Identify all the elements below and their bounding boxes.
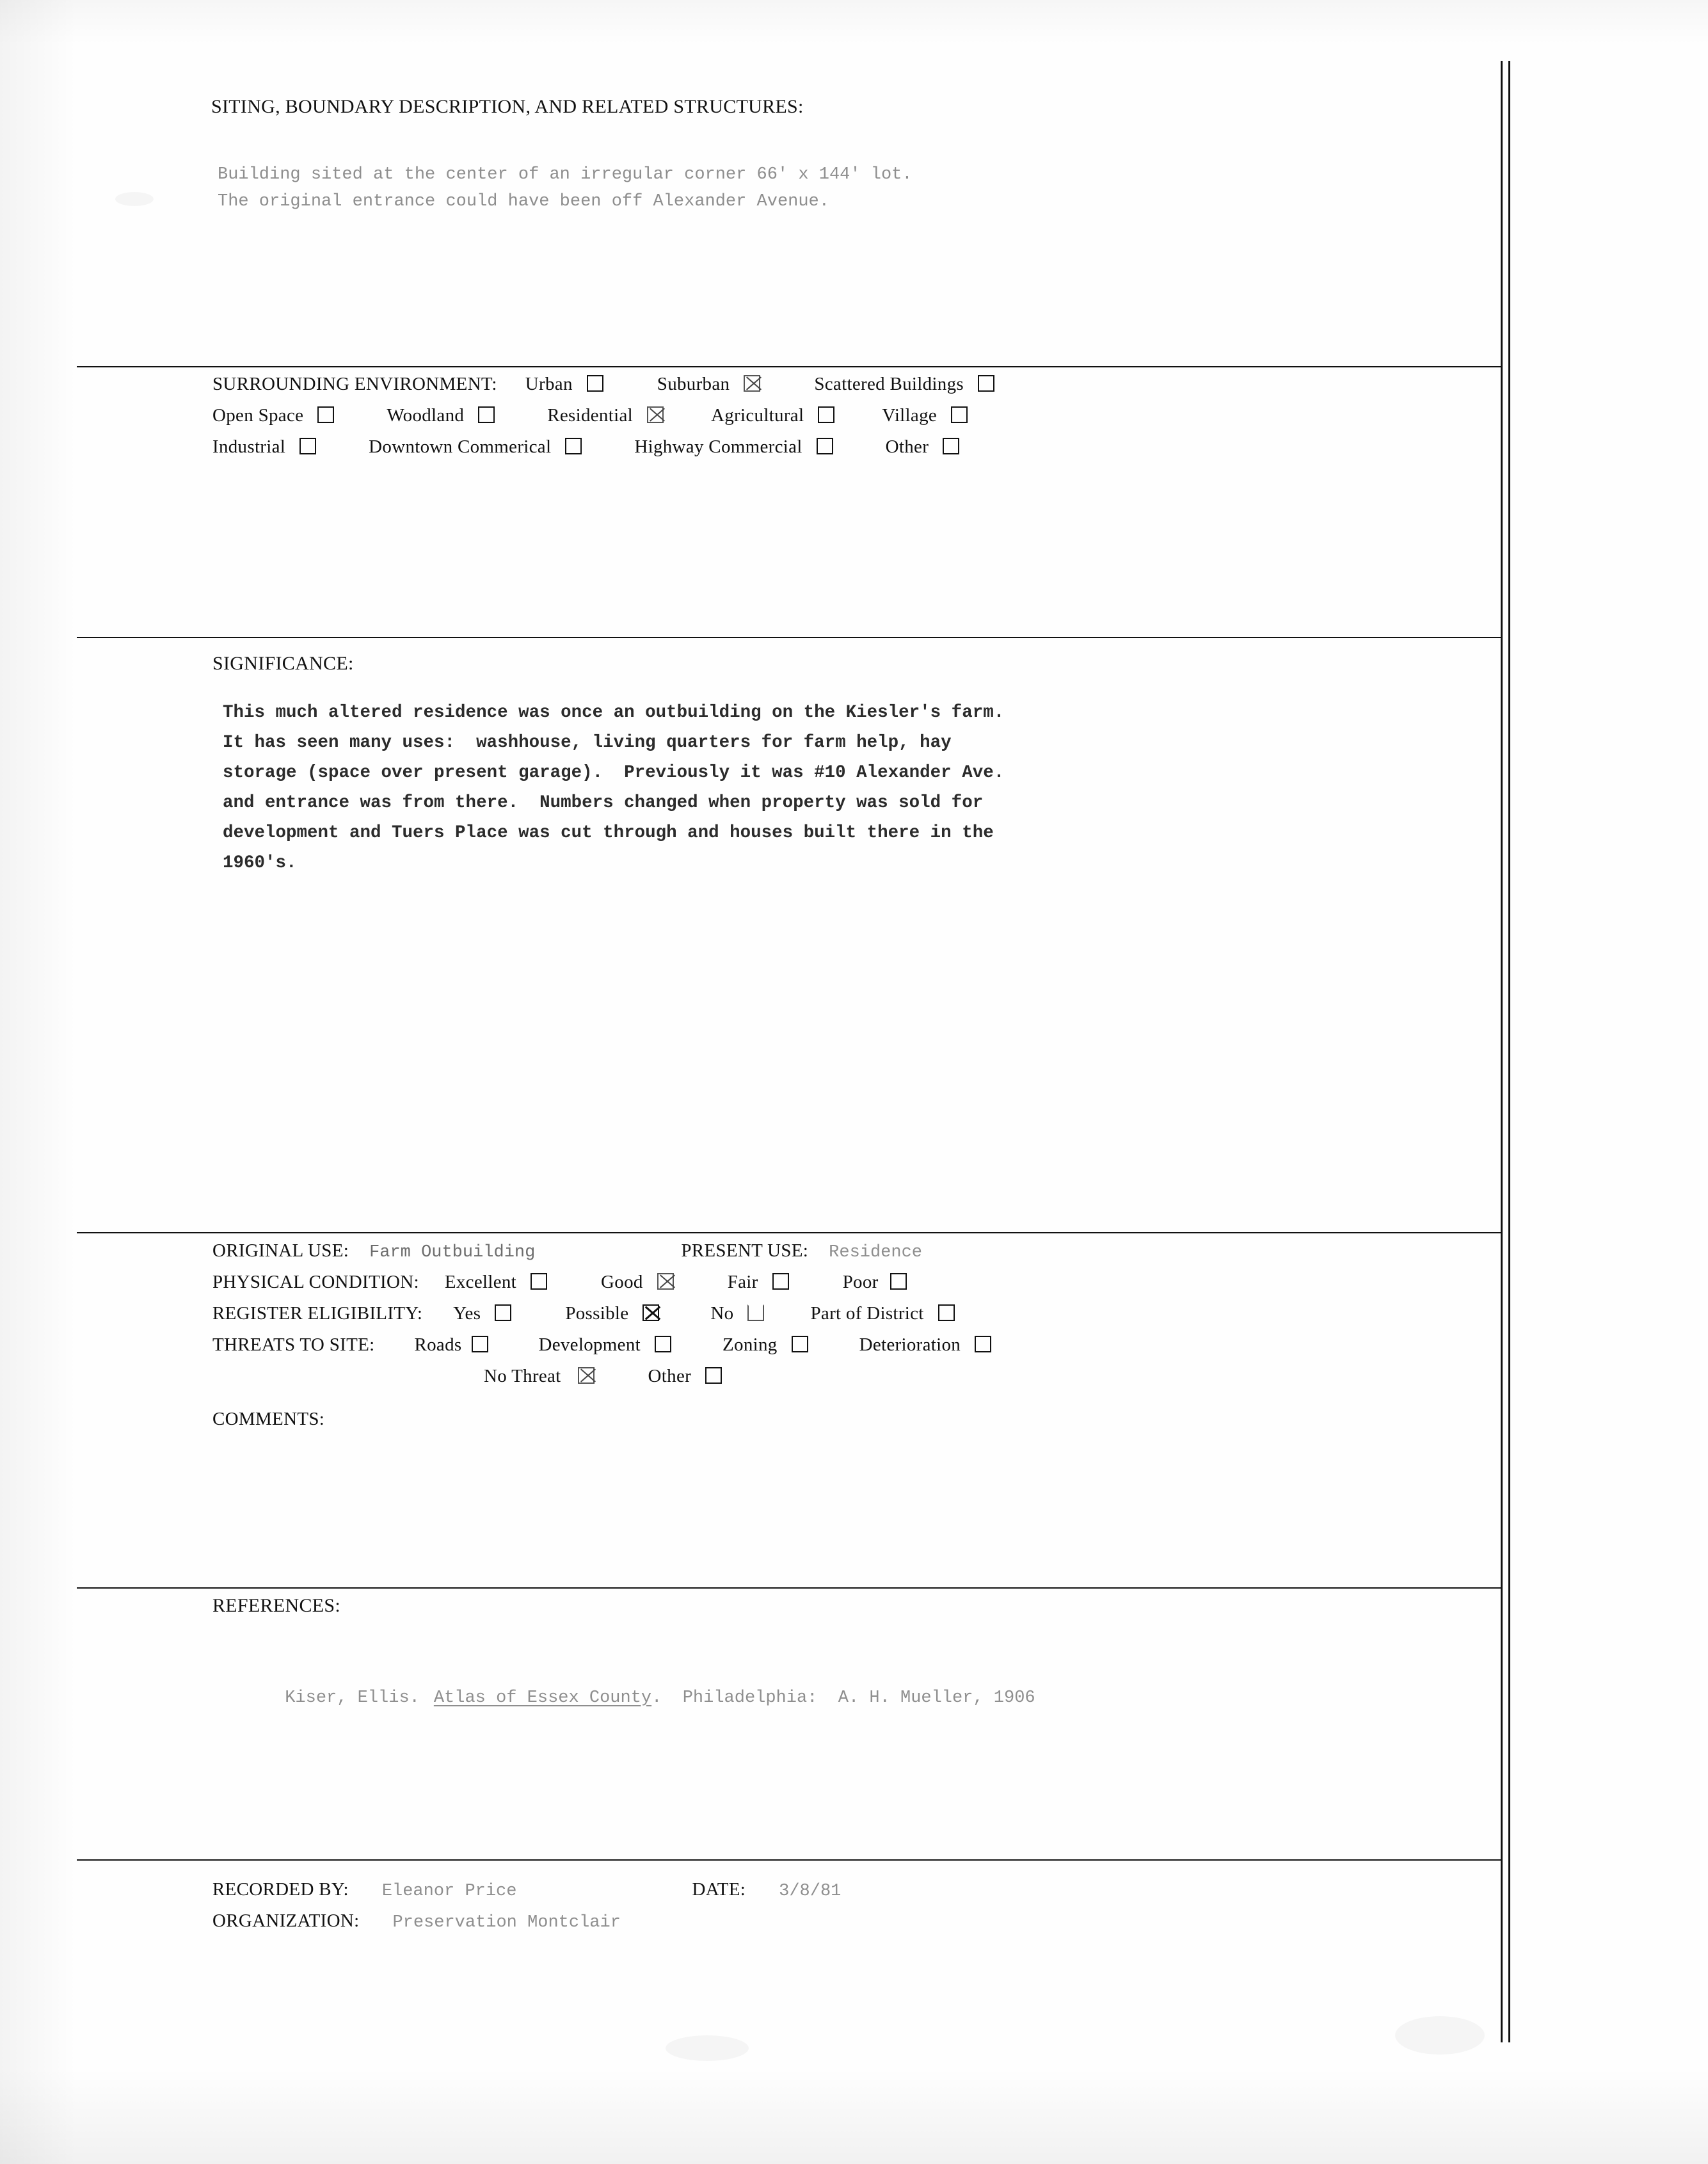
original-use-value: Farm Outbuilding [369, 1243, 536, 1262]
checkbox-development[interactable] [655, 1336, 671, 1352]
present-use-label: PRESENT USE: [681, 1240, 809, 1261]
scan-edge-top [0, 0, 1708, 45]
references-heading [212, 1595, 340, 1617]
scan-edge-left [0, 0, 77, 2164]
option-scattered-buildings-label: Scattered Buildings [814, 374, 964, 394]
option-open-space-label: Open Space [212, 405, 304, 426]
option-village-label: Village [882, 405, 938, 426]
option-poor-label: Poor [842, 1272, 879, 1292]
checkbox-poor[interactable] [890, 1273, 907, 1290]
option-industrial-label: Industrial [212, 437, 286, 457]
significance-heading-text: SIGNIFICANCE: [212, 653, 354, 674]
reference-author: Kiser, Ellis. [285, 1688, 420, 1708]
checkbox-suburban[interactable] [744, 375, 760, 392]
checkbox-village[interactable] [951, 406, 968, 423]
option-urban-label: Urban [525, 374, 573, 394]
checkbox-open-space[interactable] [317, 406, 334, 423]
option-deterioration-label: Deterioration [859, 1334, 961, 1355]
reference-entry [223, 1658, 1035, 1738]
checkbox-highway-commercial[interactable] [817, 438, 833, 454]
footer-section [212, 1875, 841, 1938]
references-heading-text: REFERENCES: [212, 1595, 340, 1616]
checkbox-woodland[interactable] [478, 406, 495, 423]
checkbox-no-threat[interactable] [578, 1367, 595, 1384]
checkbox-agricultural[interactable] [818, 406, 834, 423]
organization-row [212, 1907, 841, 1938]
date-label: DATE: [692, 1879, 746, 1900]
recorded-by-row [212, 1875, 841, 1907]
register-eligibility-label: REGISTER ELIGIBILITY: [212, 1303, 423, 1324]
significance-line-6: 1960's. [223, 853, 297, 873]
option-possible-label: Possible [565, 1303, 629, 1324]
reference-title: Atlas of Essex County [433, 1688, 652, 1708]
significance-body [223, 698, 1004, 878]
checkbox-part-of-district[interactable] [938, 1304, 955, 1321]
option-highway-commercial-label: Highway Commercial [634, 437, 802, 457]
scan-smudge [666, 2035, 749, 2061]
recorded-by-label: RECORDED BY: [212, 1879, 349, 1900]
scan-smudge [1395, 2016, 1485, 2055]
checkbox-residential[interactable] [647, 406, 664, 423]
option-suburban-label: Suburban [657, 374, 730, 394]
original-use-label: ORIGINAL USE: [212, 1240, 349, 1261]
option-fair-label: Fair [727, 1272, 758, 1292]
option-no-threat-label: No Threat [484, 1366, 561, 1386]
option-no-label: No [710, 1303, 734, 1324]
section-divider [77, 1859, 1503, 1861]
checkbox-scattered-buildings[interactable] [978, 375, 994, 392]
checkbox-other-threat[interactable] [705, 1367, 722, 1384]
checkbox-eligibility-possible[interactable] [642, 1304, 659, 1321]
use-condition-section [212, 1237, 991, 1436]
present-use-value: Residence [829, 1243, 922, 1262]
siting-heading [211, 96, 804, 118]
checkbox-urban[interactable] [587, 375, 603, 392]
option-excellent-label: Excellent [444, 1272, 517, 1292]
reference-publication: . Philadelphia: A. H. Mueller, 1906 [651, 1688, 1035, 1708]
siting-line-1: Building sited at the center of an irregular corner 66' x 144' lot. [218, 165, 913, 184]
checkbox-zoning[interactable] [792, 1336, 808, 1352]
option-roads-label: Roads [414, 1334, 462, 1355]
date-value: 3/8/81 [779, 1882, 842, 1901]
significance-line-3: storage (space over present garage). Previously it was #10 Alexander Ave. [223, 763, 1005, 783]
option-yes-label: Yes [453, 1303, 481, 1324]
references-body [223, 1658, 1035, 1738]
checkbox-other-environment[interactable] [943, 438, 959, 454]
surrounding-environment-section [212, 370, 994, 464]
section-divider [77, 366, 1503, 367]
threats-row-2 [212, 1362, 991, 1393]
surrounding-environment-row-3 [212, 433, 994, 464]
option-residential-label: Residential [547, 405, 633, 426]
option-good-label: Good [601, 1272, 643, 1292]
siting-heading-text: SITING, BOUNDARY DESCRIPTION, AND RELATED STRUCTURES: [211, 96, 804, 117]
recorded-by-value: Eleanor Price [381, 1882, 517, 1901]
checkbox-roads[interactable] [472, 1336, 488, 1352]
option-zoning-label: Zoning [722, 1334, 778, 1355]
checkbox-industrial[interactable] [299, 438, 316, 454]
siting-line-2: The original entrance could have been off Alexander Avenue. [218, 192, 829, 211]
physical-condition-label: PHYSICAL CONDITION: [212, 1272, 419, 1292]
checkbox-eligibility-no[interactable] [747, 1304, 764, 1321]
checkbox-excellent[interactable] [531, 1273, 547, 1290]
checkbox-downtown-commercial[interactable] [565, 438, 582, 454]
option-part-of-district-label: Part of District [810, 1303, 924, 1324]
surrounding-environment-heading: SURROUNDING ENVIRONMENT: [212, 374, 497, 394]
section-divider [77, 637, 1503, 638]
option-other-threat-label: Other [648, 1366, 692, 1386]
organization-value: Preservation Montclair [392, 1913, 621, 1932]
scan-edge-bottom [0, 2068, 1708, 2164]
surrounding-environment-row-1 [212, 370, 994, 401]
original-present-use-row [212, 1237, 991, 1268]
section-divider [77, 1232, 1503, 1233]
checkbox-eligibility-yes[interactable] [495, 1304, 511, 1321]
option-woodland-label: Woodland [387, 405, 465, 426]
significance-heading [212, 653, 354, 675]
form-right-border [1501, 61, 1510, 2042]
significance-line-2: It has seen many uses: washhouse, living quarters for farm help, hay [223, 733, 952, 753]
scan-smudge [115, 192, 154, 206]
checkbox-good[interactable] [657, 1273, 674, 1290]
surrounding-environment-row-2 [212, 401, 994, 433]
significance-line-1: This much altered residence was once an outbuilding on the Kiesler's farm. [223, 703, 1005, 723]
option-agricultural-label: Agricultural [710, 405, 804, 426]
option-development-label: Development [538, 1334, 641, 1355]
section-divider [77, 1587, 1503, 1589]
organization-label: ORGANIZATION: [212, 1911, 360, 1931]
option-other-environment-label: Other [885, 437, 929, 457]
significance-line-5: development and Tuers Place was cut through and houses built there in the [223, 823, 994, 843]
threats-row-1 [212, 1331, 991, 1362]
checkbox-deterioration[interactable] [975, 1336, 991, 1352]
comments-row [212, 1405, 991, 1436]
register-eligibility-row [212, 1299, 991, 1331]
comments-label: COMMENTS: [212, 1409, 325, 1429]
siting-body [218, 161, 913, 215]
physical-condition-row [212, 1268, 991, 1299]
option-downtown-commercial-label: Downtown Commerical [369, 437, 552, 457]
significance-line-4: and entrance was from there. Numbers changed when property was sold for [223, 793, 984, 813]
checkbox-fair[interactable] [772, 1273, 789, 1290]
threats-label: THREATS TO SITE: [212, 1334, 375, 1355]
